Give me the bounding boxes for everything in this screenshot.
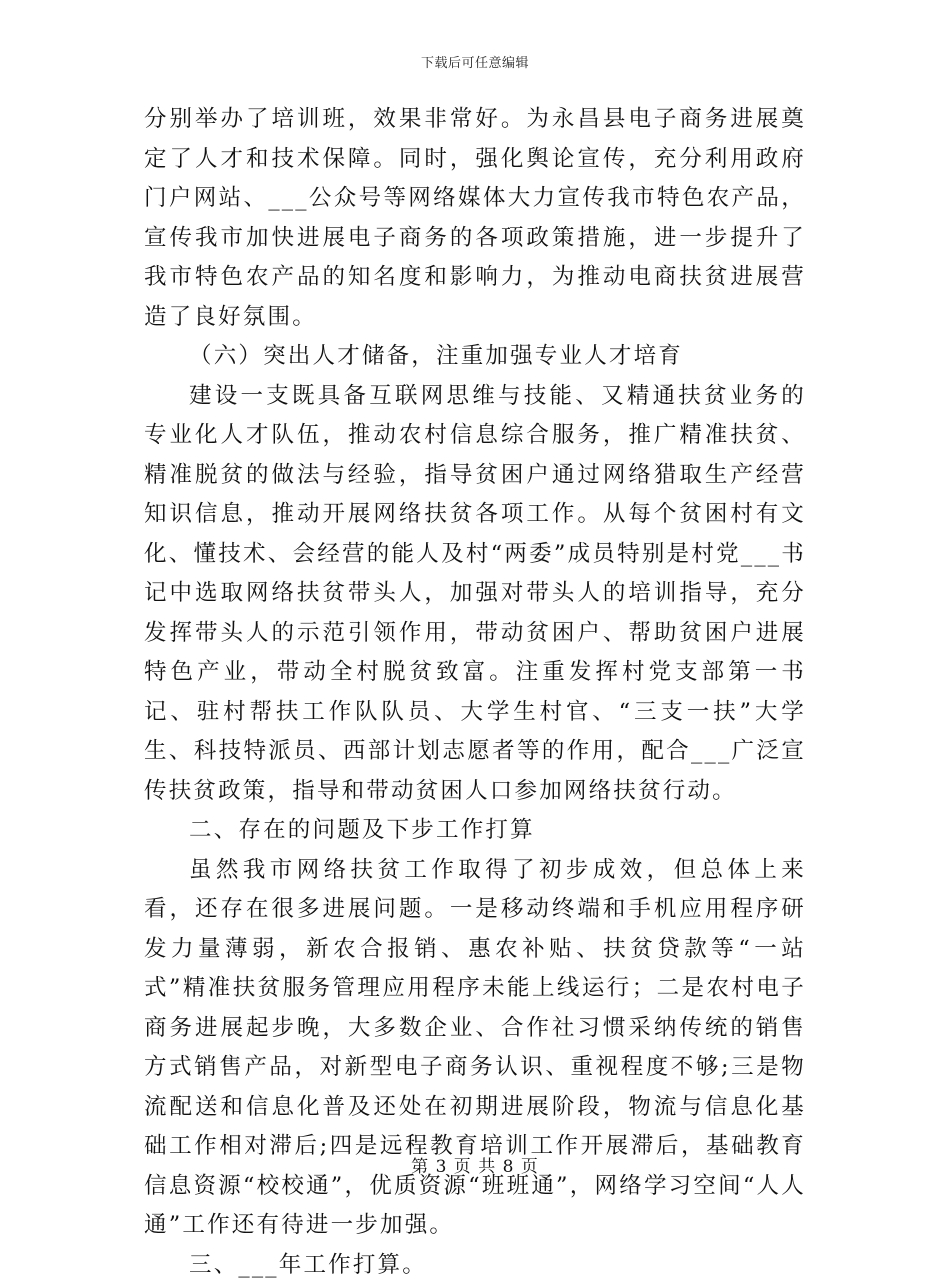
paragraph-talent-team: 建设一支既具备互联网思维与技能、又精通扶贫业务的专业化人才队伍，推动农村信息综合服务，推广精准扶贫、精准脱贫的做法与经验，指导贫困户通过网络猎取生产经营知识信息，推动开展网络扶贫各项工作。从每个贫困村有文化、懂技术、会经营的能人及村“两委”成员特别是村党___书记中选取网络扶贫带头人，加强对带头人的培训指导，充分发挥带头人的示范引领作用，带动贫困户、帮助贫困户进展特色产业，带动全村脱贫致富。注重发挥村党支部第一书记、驻村帮扶工作队队员、大学生村官、“三支一扶”大学生、科技特派员、西部计划志愿者等的作用，配合___广泛宣传扶贫政策，指导和带动贫困人口参加网络扶贫行动。 <box>144 377 806 812</box>
section-heading-problems: 二、存在的问题及下步工作打算 <box>144 811 806 851</box>
section-heading-work-plan: 三、___年工作打算。 <box>144 1246 806 1285</box>
paragraph-problems: 虽然我市网络扶贫工作取得了初步成效，但总体上来看，还存在很多进展问题。一是移动终端和手机应用程序研发力量薄弱，新农合报销、惠农补贴、扶贫贷款等“一站式”精准扶贫服务管理应用程序未能上线运行；二是农村电子商务进展起步晚，大多数企业、合作社习惯采纳传统的销售方式销售产品，对新型电子商务认识、重视程度不够;三是物流配送和信息化普及还处在初期进展阶段，物流与信息化基础工作相对滞后;四是远程教育培训工作开展滞后，基础教育信息资源“校校通”，优质资源“班班通”，网络学习空间“人人通”工作还有待进一步加强。 <box>144 851 806 1246</box>
document-body <box>144 100 806 1285</box>
paragraph-training-publicity: 分别举办了培训班，效果非常好。为永昌县电子商务进展奠定了人才和技术保障。同时，强化舆论宣传，充分利用政府门户网站、___公众号等网络媒体大力宣传我市特色农产品，宣传我市加快进展电子商务的各项政策措施，进一步提升了我市特色农产品的知名度和影响力，为推动电商扶贫进展营造了良好氛围。 <box>144 100 806 337</box>
page-header: 下载后可任意编辑 <box>0 52 950 71</box>
section-heading-talent-reserve: （六）突出人才储备，注重加强专业人才培育 <box>144 337 806 377</box>
page-number-footer: 第 3 页 共 8 页 <box>0 1152 950 1177</box>
